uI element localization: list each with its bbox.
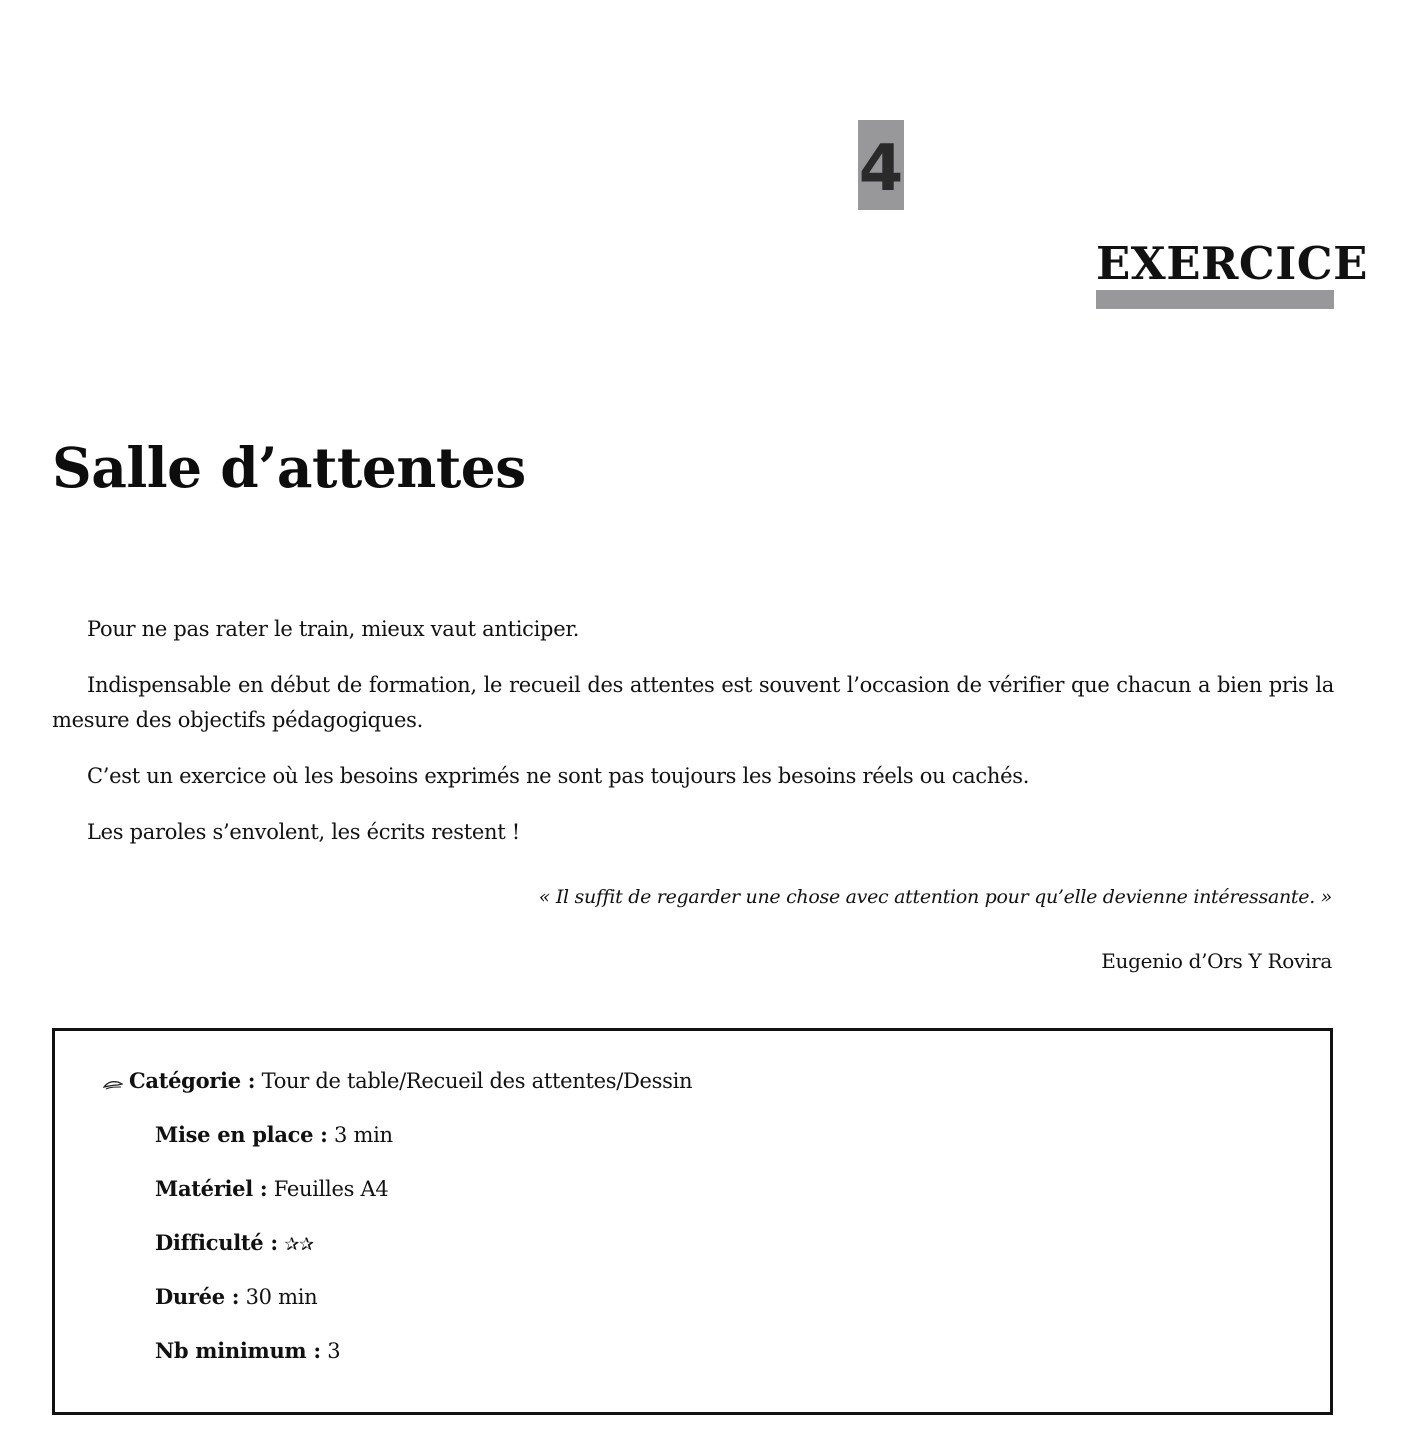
section-label-block [1096,236,1368,309]
duration-line [155,1281,317,1313]
setup-value: 3 min [334,1123,393,1147]
duration-value: 30 min [245,1285,318,1309]
paragraph: Les paroles s’envolent, les écrits restent ! [87,820,520,844]
epigraph-quote: « Il suffit de regarder une chose avec attention pour qu’elle devienne intéressante. » [538,886,1332,908]
setup-label: Mise en place : [155,1122,328,1147]
min-participants-label: Nb minimum : [155,1338,321,1363]
duration-label: Durée : [155,1284,240,1309]
intro-text [52,612,1334,871]
paragraph: Indispensable en début de formation, le recueil des attentes est souvent l’occasion de vérifier que chacun a bien pris la mesure des objectifs pédagogiques. [52,673,1334,732]
category-line [103,1065,692,1099]
paragraph: Pour ne pas rater le train, mieux vaut anticiper. [87,617,580,641]
paragraph: C’est un exercice où les besoins exprimés ne sont pas toujours les besoins réels ou cachés. [87,764,1030,788]
material-label: Matériel : [155,1176,268,1201]
chapter-number: 4 [858,120,904,210]
pen-icon [103,1067,123,1099]
category-value: Tour de table/Recueil des attentes/Dessin [261,1069,693,1093]
epigraph-author: Eugenio d’Ors Y Rovira [1101,949,1332,973]
min-participants-value: 3 [327,1339,341,1363]
section-label-underline [1096,290,1334,309]
material-value: Feuilles A4 [273,1177,389,1201]
page-title: Salle d’attentes [52,435,526,500]
category-label: Catégorie : [129,1068,256,1093]
section-label: EXERCICE [1096,237,1368,290]
difficulty-stars: ✰✰ [284,1234,314,1255]
difficulty-line [155,1227,314,1261]
difficulty-label: Difficulté : [155,1230,278,1255]
exercise-info-box [52,1028,1333,1415]
min-participants-line [155,1335,340,1367]
material-line [155,1173,388,1205]
setup-line [155,1119,393,1151]
